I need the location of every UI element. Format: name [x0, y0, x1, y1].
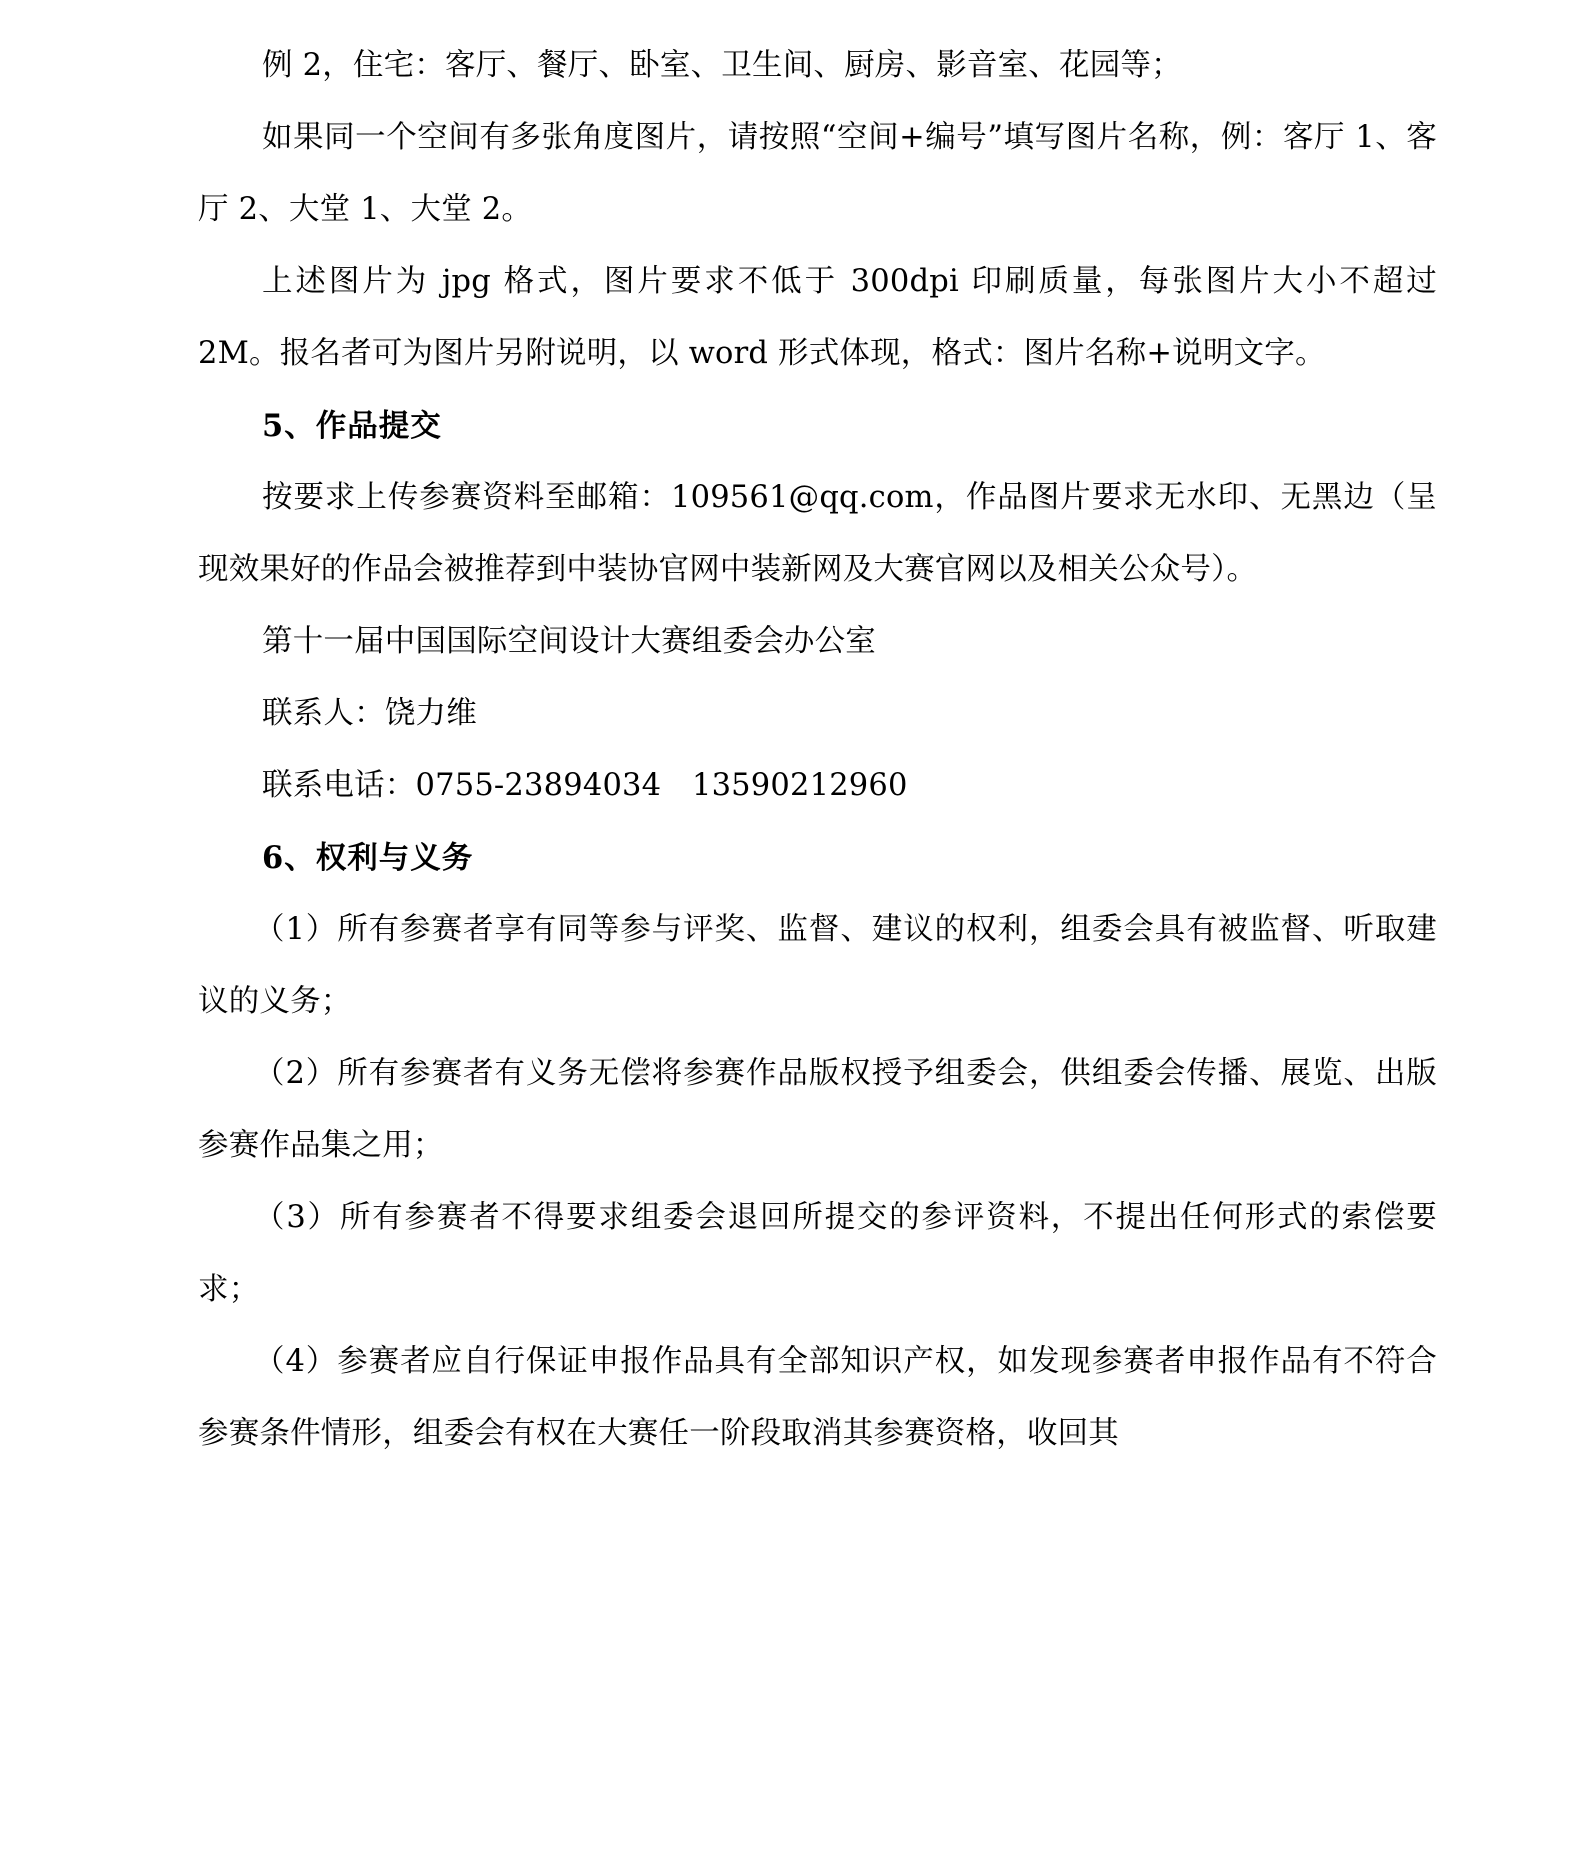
paragraph-submission: 按要求上传参赛资料至邮箱：109561@qq.com，作品图片要求无水印、无黑边（呈现效果好的作品会被推荐到中装协官网中装新网及大赛官网以及相关公众号）。 — [198, 480, 1437, 587]
section-6-item-1: （1）所有参赛者享有同等参与评奖、监督、建议的权利，组委会具有被监督、听取建议的义务； — [198, 912, 1437, 1019]
section-6-item-2: （2）所有参赛者有义务无偿将参赛作品版权授予组委会，供组委会传播、展览、出版参赛作品集之用； — [198, 1056, 1437, 1163]
section-heading-5: 5、作品提交 — [262, 408, 442, 444]
section-6-item-3: （3）所有参赛者不得要求组委会退回所提交的参评资料，不提出任何形式的索偿要求； — [198, 1200, 1437, 1307]
paragraph-multi-angle-naming: 如果同一个空间有多张角度图片，请按照“空间+编号”填写图片名称，例：客厅 1、客厅 2、大堂 1、大堂 2。 — [198, 120, 1437, 227]
document-body — [198, 30, 1437, 1470]
organizer-office-line: 第十一届中国国际空间设计大赛组委会办公室 — [262, 624, 876, 659]
paragraph-example-2: 例 2，住宅：客厅、餐厅、卧室、卫生间、厨房、影音室、花园等； — [262, 48, 1182, 83]
section-heading-6: 6、权利与义务 — [262, 840, 474, 876]
section-6-item-4: （4）参赛者应自行保证申报作品具有全部知识产权，如发现参赛者申报作品有不符合参赛条件情形，组委会有权在大赛任一阶段取消其参赛资格，收回其 — [198, 1344, 1437, 1451]
contact-phone-line: 联系电话：0755-23894034 13590212960 — [262, 768, 908, 803]
contact-person-line: 联系人：饶力维 — [262, 696, 477, 731]
paragraph-image-format-requirements: 上述图片为 jpg 格式，图片要求不低于 300dpi 印刷质量，每张图片大小不超过 2M。报名者可为图片另附说明，以 word 形式体现，格式：图片名称+说明文字。 — [198, 264, 1437, 371]
